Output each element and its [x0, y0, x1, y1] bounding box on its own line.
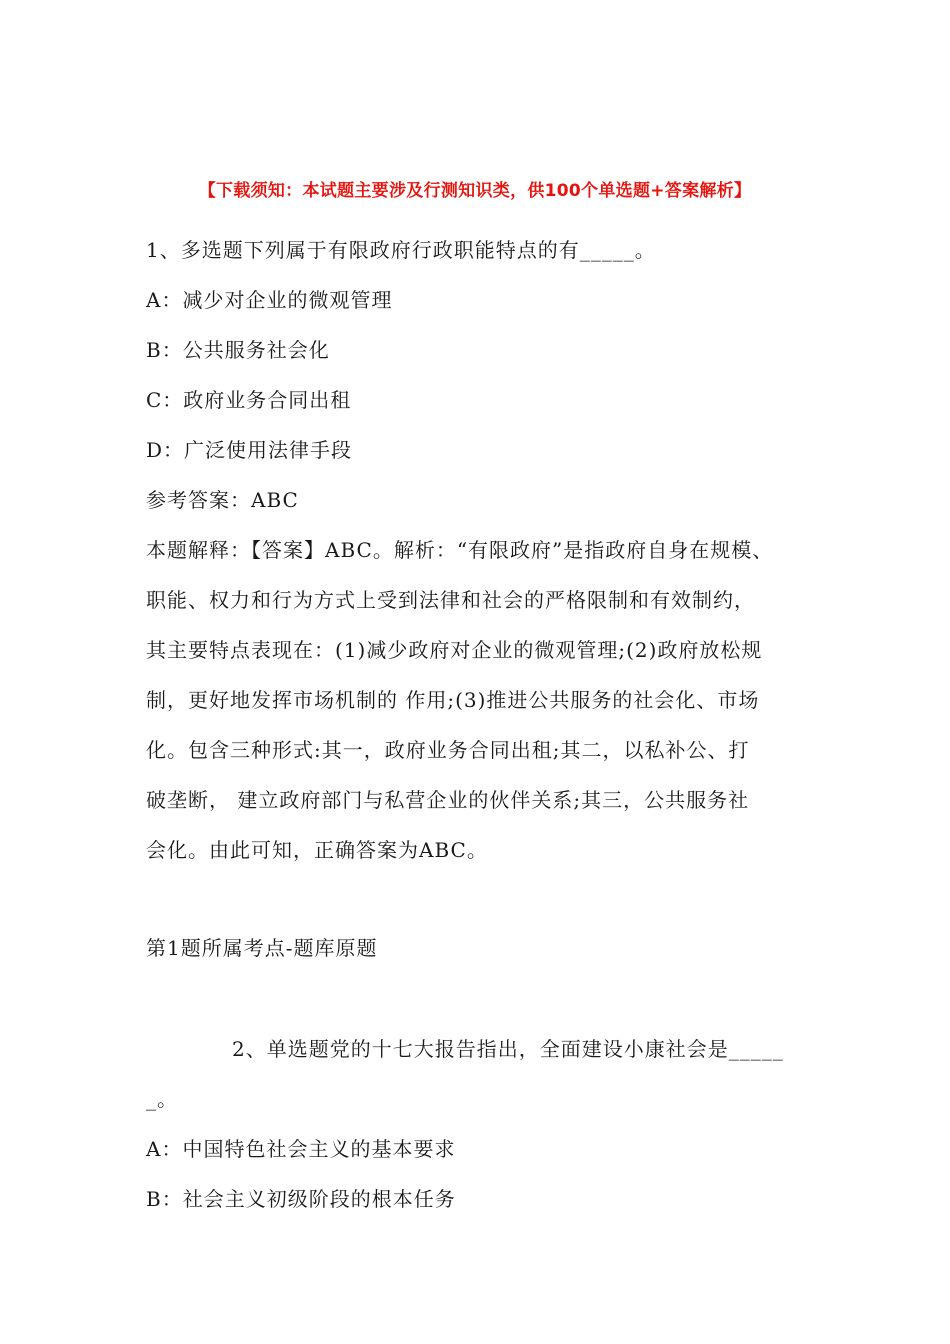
question-2-text-continued: _。: [146, 1087, 178, 1111]
question-2-option-a: A：中国特色社会主义的基本要求: [146, 1137, 456, 1161]
question-1-option-d: D：广泛使用法律手段: [146, 438, 353, 462]
question-1-text: 1、多选题下列属于有限政府行政职能特点的有_____。: [146, 238, 656, 262]
question-1-option-c: C：政府业务合同出租: [146, 388, 352, 412]
explanation-line: 化。包含三种形式:其一，政府业务合同出租;其二，以私补公、打: [146, 738, 750, 762]
download-notice: 【下载须知：本试题主要涉及行测知识类，供100个单选题+答案解析】: [198, 181, 752, 201]
explanation-line: 制，更好地发挥市场机制的 作用;(3)推进公共服务的社会化、市场: [146, 688, 760, 712]
question-1-topic: 第1题所属考点-题库原题: [146, 936, 378, 960]
question-1-answer: 参考答案：ABC: [146, 488, 299, 512]
question-1-explanation: [146, 525, 816, 875]
explanation-line: 本题解释：【答案】ABC。解析：“有限政府”是指政府自身在规模、: [146, 538, 774, 562]
explanation-line: 破垄断， 建立政府部门与私营企业的伙伴关系;其三，公共服务社: [146, 788, 750, 812]
question-2-text: 2、单选题党的十七大报告指出，全面建设小康社会是_____: [232, 1037, 784, 1061]
explanation-line: 职能、权力和行为方式上受到法律和社会的严格限制和有效制约，: [146, 588, 755, 612]
question-1-option-b: B：公共服务社会化: [146, 338, 330, 362]
question-2-option-b: B：社会主义初级阶段的根本任务: [146, 1187, 456, 1211]
explanation-line: 其主要特点表现在：(1)减少政府对企业的微观管理;(2)政府放松规: [146, 638, 763, 662]
explanation-line: 会化。由此可知，正确答案为ABC。: [146, 838, 488, 862]
question-1-option-a: A：减少对企业的微观管理: [146, 288, 393, 312]
